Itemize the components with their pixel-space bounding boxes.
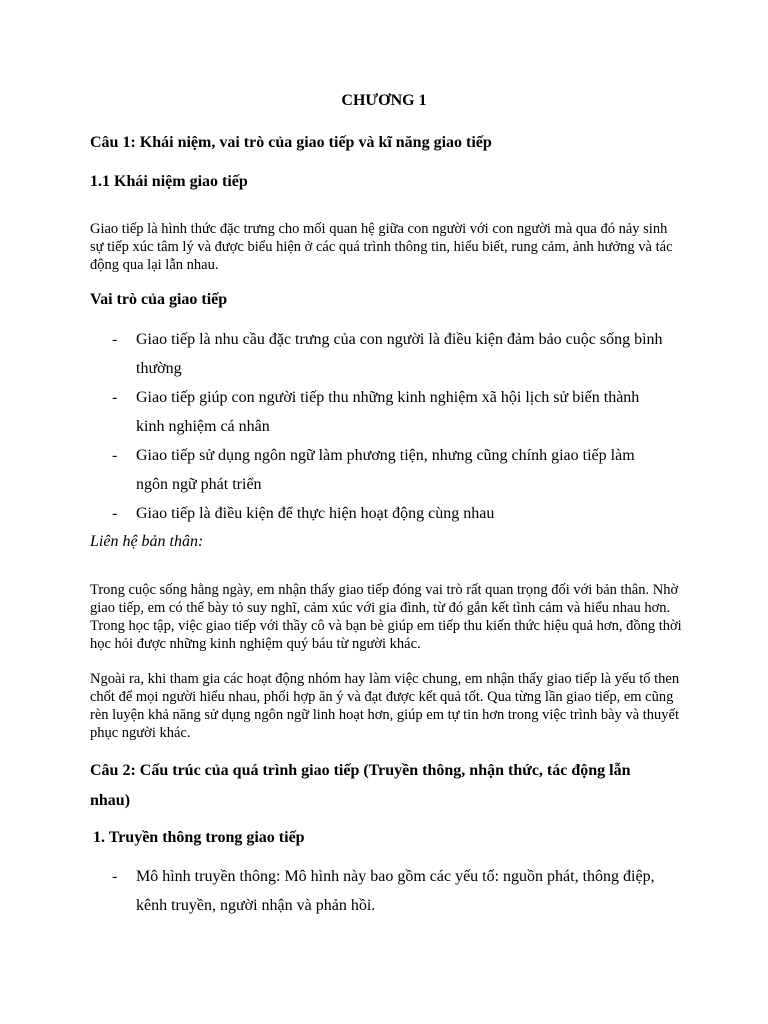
reflection-paragraph-1: Trong cuộc sống hằng ngày, em nhận thấy giao tiếp đóng vai trò rất quan trọng đối với bản thân. Nhờ giao tiếp, em có thể bày tỏ suy nghĩ, cảm xúc với gia đình, từ đó gắn kết tình cảm và hiểu nhau hơn. Trong học tập, việc giao tiếp với thầy cô và bạn bè giúp em tiếp thu kiến thức hiệu quả hơn, đồng thời học hỏi được những kinh nghiệm quý báu từ người khác. [90, 582, 682, 652]
reflection-paragraph-2: Ngoài ra, khi tham gia các hoạt động nhóm hay làm việc chung, em nhận thấy giao tiếp là yếu tố then chốt để mọi người hiểu nhau, phối hợp ăn ý và đạt được kết quả tốt. Qua từng lần giao tiếp, em cũng rèn luyện khả năng sử dụng ngôn ngữ linh hoạt hơn, giúp em tự tin hơn trong việc trình bày và thuyết phục người khác. [90, 671, 680, 741]
role-heading: Vai trò của giao tiếp [90, 291, 228, 308]
bullet-dash: - [112, 447, 118, 464]
communication-list [90, 862, 670, 920]
bullet-dash: - [112, 331, 118, 348]
role-text: Giao tiếp là điều kiện để thực hiện hoạt động cùng nhau [136, 505, 495, 522]
role-list-item [90, 499, 670, 528]
self-reflection-label: Liên hệ bản thân: [90, 533, 204, 550]
question-2-heading: Câu 2: Cấu trúc của quá trình giao tiếp (Truyền thông, nhận thức, tác động lẫn nhau) [90, 762, 631, 809]
question-1-heading: Câu 1: Khái niệm, vai trò của giao tiếp và kĩ năng giao tiếp [90, 134, 492, 151]
definition-paragraph: Giao tiếp là hình thức đặc trưng cho mối quan hệ giữa con người với con người mà qua đó nảy sinh sự tiếp xúc tâm lý và được biểu hiện ở các quá trình thông tin, hiểu biết, rung cảm, ảnh hưởng và tác động qua lại lẫn nhau. [90, 221, 673, 273]
role-list [90, 325, 670, 528]
role-text: Giao tiếp là nhu cầu đặc trưng của con người là điều kiện đảm bảo cuộc sống bình thường [136, 331, 663, 377]
role-list-item [90, 325, 670, 383]
role-text: Giao tiếp sử dụng ngôn ngữ làm phương tiện, nhưng cũng chính giao tiếp làm ngôn ngữ phát triển [136, 447, 635, 493]
bullet-dash: - [112, 389, 118, 406]
role-list-item [90, 441, 670, 499]
chapter-heading: CHƯƠNG 1 [341, 92, 427, 109]
bullet-dash: - [112, 868, 118, 885]
role-list-item [90, 383, 670, 441]
communication-text: Mô hình truyền thông: Mô hình này bao gồm các yếu tố: nguồn phát, thông điệp, kênh truyền, người nhận và phản hồi. [136, 868, 655, 914]
role-text: Giao tiếp giúp con người tiếp thu những kinh nghiệm xã hội lịch sử biến thành kinh nghiệm cá nhân [136, 389, 640, 435]
section-1-heading: 1. Truyền thông trong giao tiếp [93, 829, 305, 846]
section-1-1-heading: 1.1 Khái niệm giao tiếp [90, 173, 248, 190]
bullet-dash: - [112, 505, 118, 522]
communication-list-item [90, 862, 670, 920]
